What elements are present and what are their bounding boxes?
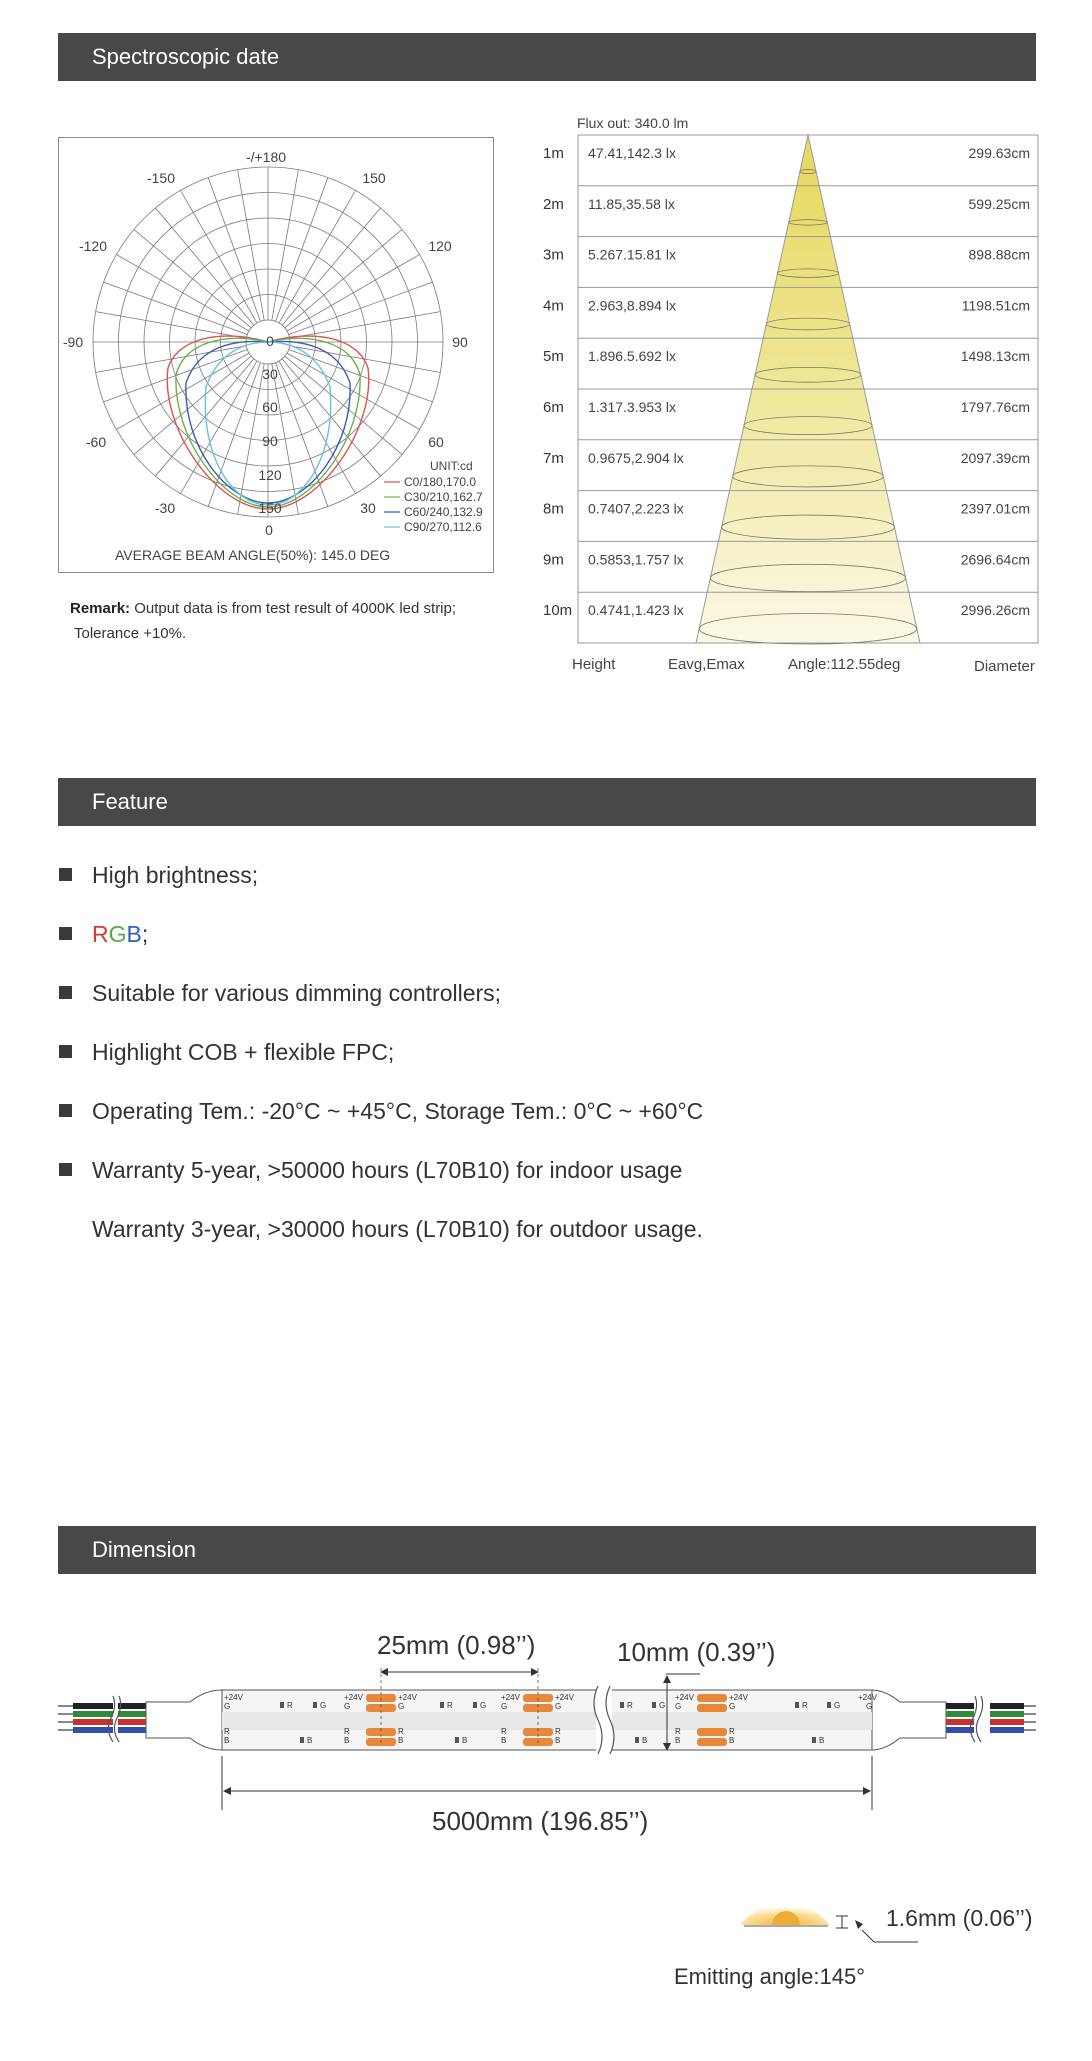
pad-label: R: [802, 1701, 808, 1710]
pad-label: +24V: [729, 1693, 748, 1702]
bullet-square-icon: [59, 1104, 72, 1117]
flux-out-label: Flux out: 340.0 lm: [577, 115, 689, 131]
pad-label: B: [224, 1736, 230, 1745]
solder-pad: [697, 1728, 727, 1736]
led-chip: [620, 1702, 624, 1708]
pad-label: B: [555, 1736, 561, 1745]
strip-dimension-drawing: [0, 1610, 1092, 1850]
row-height: 7m: [543, 449, 564, 467]
solder-pad: [697, 1704, 727, 1712]
polar-angle-label: -120: [78, 238, 108, 254]
pad-label: +24V: [344, 1693, 363, 1702]
rgb-letter-g: G: [108, 921, 127, 947]
row-height: 8m: [543, 500, 564, 518]
pad-label: B: [462, 1736, 468, 1745]
pad-label: B: [642, 1736, 648, 1745]
remark-body-2: Tolerance +10%.: [74, 625, 187, 642]
pad-label: B: [307, 1736, 313, 1745]
led-chip: [300, 1737, 304, 1743]
polar-angle-label: -30: [154, 500, 176, 516]
pad-label: G: [398, 1702, 405, 1711]
pad-label: G: [224, 1702, 231, 1711]
pad-label: R: [501, 1727, 507, 1736]
pad-label: G: [866, 1702, 873, 1711]
feature-item: High brightness;: [58, 855, 703, 914]
pad-label: R: [344, 1727, 350, 1736]
thickness-label: 1.6mm (0.06’’): [886, 1905, 1033, 1931]
polar-radial-label: 150: [258, 500, 282, 516]
remark-body: Output data is from test result of 4000K led strip;: [130, 600, 457, 617]
rgb-letter-r: R: [92, 921, 109, 947]
pad-label: G: [320, 1701, 327, 1710]
pad-label: R: [555, 1727, 561, 1736]
polar-radial-label: 120: [258, 467, 282, 483]
row-illuminance: 47.41,142.3 lx: [588, 145, 676, 161]
pad-label: B: [729, 1736, 735, 1745]
feature-item: Warranty 5-year, >50000 hours (L70B10) for indoor usage: [58, 1150, 703, 1209]
pad-label: G: [834, 1701, 841, 1710]
polar-light-distribution-chart: [58, 137, 494, 573]
row-illuminance: 1.317.3.953 lx: [588, 399, 676, 415]
pad-label: B: [819, 1736, 825, 1745]
led-chip: [652, 1702, 656, 1708]
cut-length-label: 25mm (0.98’’): [377, 1630, 536, 1660]
led-chip: [812, 1737, 816, 1743]
feature-item: Highlight COB + flexible FPC;: [58, 1032, 703, 1091]
pad-label: R: [398, 1727, 404, 1736]
polar-angle-label: 30: [360, 500, 376, 516]
legend-entry: C90/270,112.6: [404, 520, 482, 534]
polar-angle-label: -60: [85, 434, 107, 450]
thickness-emitting-drawing: [674, 1880, 1060, 2010]
pad-label: R: [729, 1727, 735, 1736]
row-diameter: 299.63cm: [968, 145, 1030, 161]
emitting-angle-label: Emitting angle:145°: [674, 1964, 866, 1989]
legend-entry: C0/180,170.0: [404, 475, 477, 489]
row-diameter: 2696.64cm: [960, 551, 1030, 568]
polar-radial-label: 30: [262, 366, 278, 382]
legend-entry: C60/240,132.9: [404, 505, 483, 519]
row-diameter: 898.88cm: [968, 246, 1030, 263]
pad-label: B: [501, 1736, 507, 1745]
pad-label: +24V: [398, 1693, 417, 1702]
bullet-square-icon: [59, 1163, 72, 1176]
row-height: 4m: [543, 297, 564, 315]
pad-label: R: [287, 1701, 293, 1710]
row-illuminance: 2.963,8.894 lx: [588, 297, 676, 314]
polar-angle-label: 90: [452, 334, 468, 350]
bullet-square-icon: [59, 1045, 72, 1058]
row-illuminance: 0.9675,2.904 lx: [588, 449, 684, 466]
led-chip: [827, 1702, 831, 1708]
legend-entry: C30/210,162.7: [404, 490, 483, 504]
row-illuminance: 0.5853,1.757 lx: [588, 551, 684, 568]
feature-list: [58, 855, 703, 1268]
row-height: 9m: [543, 551, 564, 569]
pad-label: G: [659, 1701, 666, 1710]
pad-label: G: [675, 1702, 682, 1711]
pad-label: G: [729, 1702, 736, 1711]
pad-label: +24V: [555, 1693, 574, 1702]
footer-height: Height: [572, 656, 616, 673]
feature-item: Operating Tem.: -20°C ~ +45°C, Storage Tem.: 0°C ~ +60°C: [58, 1091, 703, 1150]
feature-item: Suitable for various dimming controllers;: [58, 973, 703, 1032]
total-length-label: 5000mm (196.85’’): [432, 1806, 649, 1836]
pad-label: B: [344, 1736, 350, 1745]
led-chip: [473, 1702, 477, 1708]
row-diameter: 2097.39cm: [960, 449, 1030, 466]
rgb-semicolon: ;: [141, 921, 149, 947]
row-illuminance: 11.85,35.58 lx: [588, 195, 675, 212]
strip-width-label: 10mm (0.39’’): [617, 1637, 776, 1667]
feature-item-continued: Warranty 3-year, >30000 hours (L70B10) for outdoor usage.: [92, 1216, 703, 1242]
pad-label: R: [224, 1727, 230, 1736]
pad-label: R: [627, 1701, 633, 1710]
row-diameter: 599.25cm: [968, 195, 1030, 212]
polar-angle-label: 60: [428, 434, 444, 450]
polar-angle-label: -150: [146, 170, 176, 186]
pad-label: R: [447, 1701, 453, 1710]
row-diameter: 1498.13cm: [960, 348, 1030, 365]
polar-angle-label: 150: [362, 170, 386, 186]
led-chip: [280, 1702, 284, 1708]
illuminance-cone-diagram: [528, 104, 1048, 684]
led-chip: [440, 1702, 444, 1708]
remark-text: [70, 596, 510, 646]
pad-label: R: [675, 1727, 681, 1736]
row-illuminance: 1.896.5.692 lx: [588, 348, 676, 365]
polar-angle-label: 0: [265, 522, 273, 538]
right-wire-bundle: [872, 1690, 1036, 1750]
row-illuminance: 5.267.15.81 lx: [588, 246, 676, 263]
pad-label: G: [344, 1702, 351, 1711]
row-illuminance: 0.7407,2.223 lx: [588, 500, 684, 517]
rgb-letter-b: B: [126, 921, 142, 947]
beam-angle-label: AVERAGE BEAM ANGLE(50%): 145.0 DEG: [115, 547, 391, 563]
pad-label: +24V: [224, 1693, 243, 1702]
polar-angle-label: -90: [62, 334, 84, 350]
footer-eavg: Eavg,Emax: [668, 656, 745, 673]
pad-label: G: [501, 1702, 508, 1711]
footer-diameter: Diameter: [974, 658, 1035, 675]
pad-label: +24V: [858, 1693, 877, 1702]
bullet-square-icon: [59, 986, 72, 999]
pad-label: G: [555, 1702, 562, 1711]
row-height: 3m: [543, 246, 564, 264]
polar-angle-label: 120: [428, 238, 452, 254]
row-height: 10m: [543, 602, 573, 620]
pad-label: +24V: [501, 1693, 520, 1702]
row-diameter: 2996.26cm: [960, 602, 1030, 619]
left-wire-bundle: [58, 1690, 222, 1750]
polar-radial-label: 0: [266, 333, 274, 349]
row-illuminance: 0.4741,1.423 lx: [588, 602, 684, 619]
polar-angle-label: -/+180: [245, 149, 287, 165]
row-height: 2m: [543, 195, 564, 213]
row-height: 1m: [543, 145, 564, 162]
row-diameter: 1797.76cm: [960, 399, 1030, 415]
polar-radial-label: 60: [262, 399, 278, 415]
bullet-square-icon: [59, 868, 72, 881]
footer-angle: Angle:112.55deg: [788, 656, 901, 673]
section-header-feature: Feature: [58, 778, 1036, 826]
led-chip: [635, 1737, 639, 1743]
remark-label: Remark:: [70, 600, 131, 617]
row-diameter: 1198.51cm: [961, 297, 1030, 314]
pad-label: G: [480, 1701, 487, 1710]
solder-pad: [697, 1694, 727, 1702]
feature-item-rgb: [58, 914, 703, 973]
row-diameter: 2397.01cm: [960, 500, 1030, 517]
row-height: 5m: [543, 348, 564, 366]
row-height: 6m: [543, 399, 564, 416]
pad-label: B: [398, 1736, 404, 1745]
led-chip: [455, 1737, 459, 1743]
section-header-spectroscopic: Spectroscopic date: [58, 33, 1036, 81]
led-chip: [795, 1702, 799, 1708]
polar-radial-label: 90: [262, 433, 278, 449]
section-header-dimension: Dimension: [58, 1526, 1036, 1574]
pad-label: +24V: [675, 1693, 694, 1702]
polar-unit: UNIT:cd: [430, 459, 473, 473]
led-chip: [313, 1702, 317, 1708]
bullet-square-icon: [59, 927, 72, 940]
solder-pad: [697, 1738, 727, 1746]
pad-label: B: [675, 1736, 681, 1745]
